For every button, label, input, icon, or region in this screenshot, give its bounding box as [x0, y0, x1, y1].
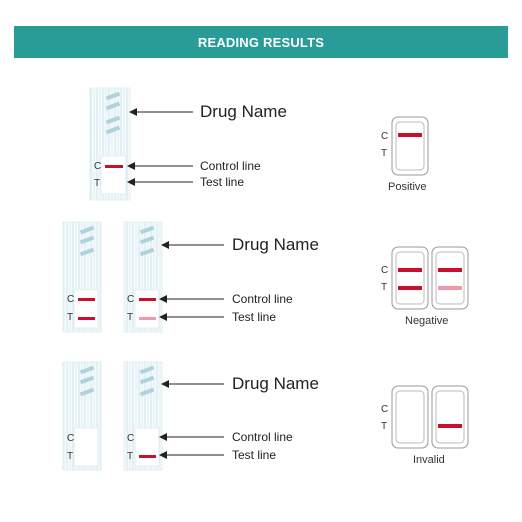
control-line-mark: [139, 298, 156, 301]
strip-c-label: C: [94, 161, 102, 172]
cassette-c-label: C: [381, 404, 389, 415]
cassette-c-label: C: [381, 131, 389, 142]
cassette-c-label: C: [381, 265, 389, 276]
cassette-t-label: T: [381, 421, 388, 432]
cassette-t-label: T: [381, 282, 388, 293]
strip-t-label: T: [67, 312, 74, 323]
control-line-mark: [398, 268, 422, 272]
result-cassette: [392, 117, 428, 175]
control-line-mark: [438, 268, 462, 272]
result-cassette-empty: [392, 386, 428, 448]
strip-c-label: C: [67, 294, 75, 305]
caption-negative: Negative: [405, 315, 449, 327]
control-line-label: Control line: [200, 159, 261, 173]
strip-c-label: C: [127, 294, 135, 305]
control-line-mark: [78, 298, 95, 301]
result-cassette-test-only: [432, 386, 468, 448]
strip-t-label: T: [127, 312, 134, 323]
drug-name-label: Drug Name: [232, 235, 319, 254]
strip-t-label: T: [127, 451, 134, 462]
test-line-mark: [139, 455, 156, 458]
test-line-mark: [438, 424, 462, 428]
cassette-t-label: T: [381, 148, 388, 159]
test-line-mark: [398, 286, 422, 290]
drug-name-label: Drug Name: [200, 102, 287, 121]
control-line-mark: [105, 165, 123, 168]
header-title: READING RESULTS: [197, 34, 325, 50]
control-line-label: Control line: [232, 430, 293, 444]
test-line-label: Test line: [232, 310, 277, 324]
test-line-mark: [78, 317, 95, 320]
control-line-label: Control line: [232, 292, 293, 306]
test-line-label: Test line: [232, 448, 277, 462]
caption-invalid: Invalid: [413, 454, 445, 466]
caption-positive: Positive: [388, 181, 427, 193]
strip-t-label: T: [94, 178, 101, 189]
result-cassette-faint: [432, 247, 468, 309]
strip-c-label: C: [127, 433, 135, 444]
test-line-mark-faint: [139, 317, 156, 320]
drug-name-label: Drug Name: [232, 374, 319, 393]
strip-t-label: T: [67, 451, 74, 462]
test-line-label: Test line: [200, 175, 245, 189]
strip-c-label: C: [67, 433, 75, 444]
result-window: [101, 156, 126, 194]
test-line-mark-faint: [438, 286, 462, 290]
result-cassette-dark: [392, 247, 428, 309]
control-line-mark: [398, 133, 422, 137]
